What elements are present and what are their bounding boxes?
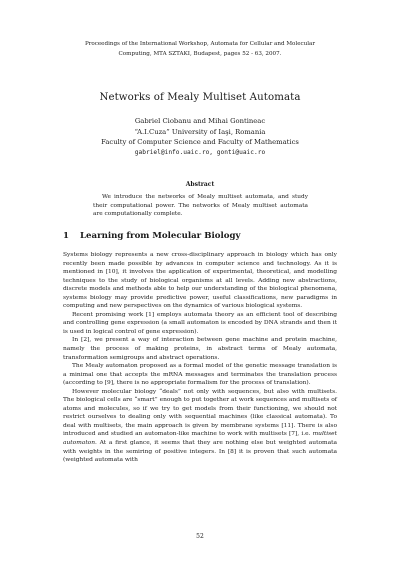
- proceedings-header: [20, 40, 380, 59]
- section-title: Learning from Molecular Biology: [79, 231, 241, 241]
- multiset-automaton-term: multiset automaton: [63, 431, 337, 447]
- paragraph-5-text-b: . At a first glance, it seems that they are nothing else but weighted automata with weights in the semiring of positive integers. In [8] it is proven that such automata (weighted automata with: [63, 440, 337, 464]
- abstract-heading: Abstract: [185, 181, 215, 188]
- paragraph-4: The Mealy automaton proposed as a formal model of the genetic message translation is a minimal one that accepts the mRNA messages and terminates the translation process (according to [9], there is no appropriate formalism for the process of translation).: [63, 363, 337, 387]
- abstract-text: We introduce the networks of Mealy multiset automata, and study their computational power. The networks of Mealy multiset automata are computationally complete.: [93, 194, 308, 218]
- page-number: 52: [196, 533, 204, 540]
- author-emails: gabriel@info.uaic.ro, gonti@uaic.ro: [134, 148, 266, 156]
- paragraph-5-text-a: However molecular biology “deals” not only with sequences, but also with multisets. The biological cells are “smart” enough to put together at work sequences and multisets of atoms and molecules, so if we try to get models from their functioning, we should not restrict ourselves to dealing only with sequential machines (like classical automata). To deal with multisets, the main approach is given by membrane systems [11]. There is also introduced and studied an automaton-like machine to work with multisets [7], i.e.: [63, 388, 337, 438]
- affiliation-faculty: Faculty of Computer Science and Faculty of Mathematics: [101, 138, 299, 147]
- proceedings-line-2: Computing, MTA SZTAKI, Budapest, pages 52 - 63, 2007.: [118, 50, 282, 57]
- paragraph-1: Systems biology represents a new cross-disciplinary approach in biology which has only recently been made possible by advances in computer science and technology. As it is mentioned in [10], it involves the application of experimental, theoretical, and modelling techniques to the study of biological organisms at all levels. Adding new abstractions, discrete models and methods able to help our understanding of the biological phenomena, systems biology may provide predictive power, useful classifications, new paradigms in computing and new perspectives on the dynamics of various biological systems.: [63, 252, 337, 310]
- paragraph-2: Recent promising work [1] employs automata theory as an efficient tool of describing and controlling gene expression (a small automaton is encoded by DNA strands and then it is used in logical control of gene expression).: [63, 311, 337, 335]
- paragraph-3: In [2], we present a way of interaction between gene machine and protein machine, namely the process of making proteins, in abstract terms of Mealy automata, transformation semigroups and abstract operations.: [63, 337, 337, 361]
- proceedings-line-1: Proceedings of the International Workshop, Automata for Cellular and Molecular: [84, 41, 316, 47]
- author-block: [20, 116, 380, 158]
- affiliation-university: “A.I.Cuza” University of Iaşi, Romania: [134, 127, 266, 136]
- author-names: Gabriel Ciobanu and Mihai Gontineac: [134, 117, 266, 125]
- paragraph-5: [63, 388, 337, 465]
- section-heading: [63, 231, 240, 241]
- paper-title: Networks of Mealy Multiset Automata: [99, 92, 301, 103]
- body-text: [63, 251, 337, 465]
- section-number: 1: [63, 231, 69, 241]
